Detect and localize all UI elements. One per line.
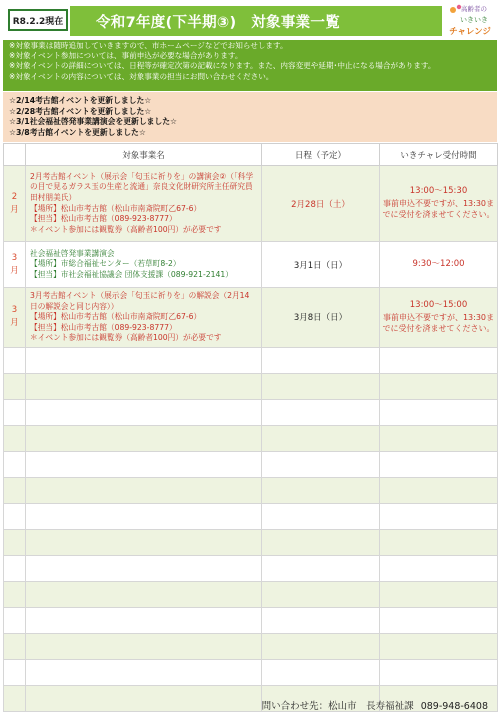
table-row [4, 288, 498, 348]
event-note: ＊イベント参加には観覧券（高齢者100円）が必要です [30, 224, 222, 234]
event-place: 【場所】松山市考古館（松山市南斎院町乙67-6） [30, 312, 202, 322]
table-row-empty [4, 451, 498, 477]
event-contact: 【担当】松山市考古館（089-923-8777） [30, 214, 177, 224]
notice-line: ※対象イベントの内容については、対象事業の担当にお問い合わせください。 [9, 71, 274, 81]
date-cell: 3月1日（日） [262, 242, 380, 288]
table-row [4, 242, 498, 288]
table-row-empty [4, 503, 498, 529]
header-date: 日程（予定） [262, 144, 380, 166]
time-cell [380, 166, 498, 242]
month-cell: 2 月 [4, 166, 26, 242]
table-row-empty [4, 477, 498, 503]
footer-contact [0, 698, 500, 716]
event-title: 3月考古館イベント（展示会「匂玉に祈りを」の解説会（2月14日の解説会と同じ内容）） [30, 291, 250, 311]
header-reception-time: いきチャレ受付時間 [380, 144, 498, 166]
month-cell: 3 月 [4, 242, 26, 288]
date-cell: 3月8日（日） [262, 288, 380, 348]
table-row-empty [4, 555, 498, 581]
reception-time: 13:00～15:30 [409, 186, 468, 197]
table-row-empty [4, 659, 498, 685]
event-place: 【場所】松山市考古館（松山市南斎院町乙67-6） [30, 203, 202, 213]
page-header [0, 0, 500, 44]
footer-phone: 089-948-6408 [420, 701, 488, 712]
table-row-empty [4, 399, 498, 425]
logo-text-2: いきいき [460, 16, 488, 24]
notice-line: ※対象イベントの詳細については、日程等が確定次第の記載になります。また、内容変更や延期･中止になる場合があります。 [9, 61, 436, 71]
logo-text-3: チャレンジ [449, 27, 491, 37]
date-cell: 2月28日（土） [262, 166, 380, 242]
event-title: 社会福祉啓発事業講演会 [30, 248, 115, 258]
table-row-empty [4, 581, 498, 607]
time-cell [380, 242, 498, 288]
notice-box [3, 40, 497, 91]
events-table [3, 143, 498, 712]
table-row-empty [4, 529, 498, 555]
event-cell [26, 166, 262, 242]
notice-line: ※対象イベント参加については、事前申込が必要な場合があります。 [9, 51, 243, 61]
page-title: 令和7年度(下半期③) 対象事業一覧 [70, 6, 442, 36]
reception-time: 9:30～12:00 [412, 258, 465, 269]
event-contact: 【担当】松山市考古館（089-923-8777） [30, 322, 177, 332]
update-box [3, 92, 497, 142]
reception-note: 事前申込不要ですが、13:30までに受付を済ませてください。 [382, 198, 495, 220]
header-month [4, 144, 26, 166]
table-row-empty [4, 607, 498, 633]
event-note: ＊イベント参加には観覧券（高齢者100円）が必要です [30, 333, 222, 343]
date-badge: R8.2.2現在 [8, 9, 68, 31]
update-line: ☆2/28考古館イベントを更新しました☆ [9, 106, 152, 116]
table-row-empty [4, 633, 498, 659]
event-contact: 【担当】市社会福祉協議会 団体支援課（089-921-2141） [30, 269, 233, 279]
table-row-empty [4, 373, 498, 399]
update-line: ☆3/8考古館イベントを更新しました☆ [9, 127, 146, 137]
reception-note: 事前申込不要ですが、13:30までに受付を済ませてください。 [382, 312, 495, 334]
event-place: 【場所】市総合福祉センター（若草町8-2） [30, 259, 181, 269]
event-cell [26, 288, 262, 348]
event-title: 2月考古館イベント（展示会「匂玉に祈りを」の講演会②（「科学の目で見るガラス玉の生産と流通」奈良文化財研究所主任研究員 田村朋美氏） [30, 171, 261, 202]
update-line: ☆2/14考古館イベントを更新しました☆ [9, 96, 152, 105]
table-row-empty [4, 425, 498, 451]
month-cell: 3 月 [4, 288, 26, 348]
event-cell [26, 242, 262, 288]
time-cell [380, 288, 498, 348]
table-header-row [4, 144, 498, 166]
header-event-name: 対象事業名 [26, 144, 262, 166]
challenge-logo [444, 2, 496, 40]
table-row [4, 166, 498, 242]
logo-text-1: 高齢者の [461, 5, 487, 13]
reception-time: 13:00～15:00 [409, 300, 468, 311]
update-line: ☆3/1社会福祉啓発事業講演会を更新しました☆ [9, 117, 178, 126]
footer-label: 問い合わせ先：松山市 長寿福祉課 [261, 701, 414, 712]
notice-line: ※対象事業は随時追加していきますので、市ホームページなどでお知らせします。 [9, 41, 288, 50]
table-row-empty [4, 347, 498, 373]
